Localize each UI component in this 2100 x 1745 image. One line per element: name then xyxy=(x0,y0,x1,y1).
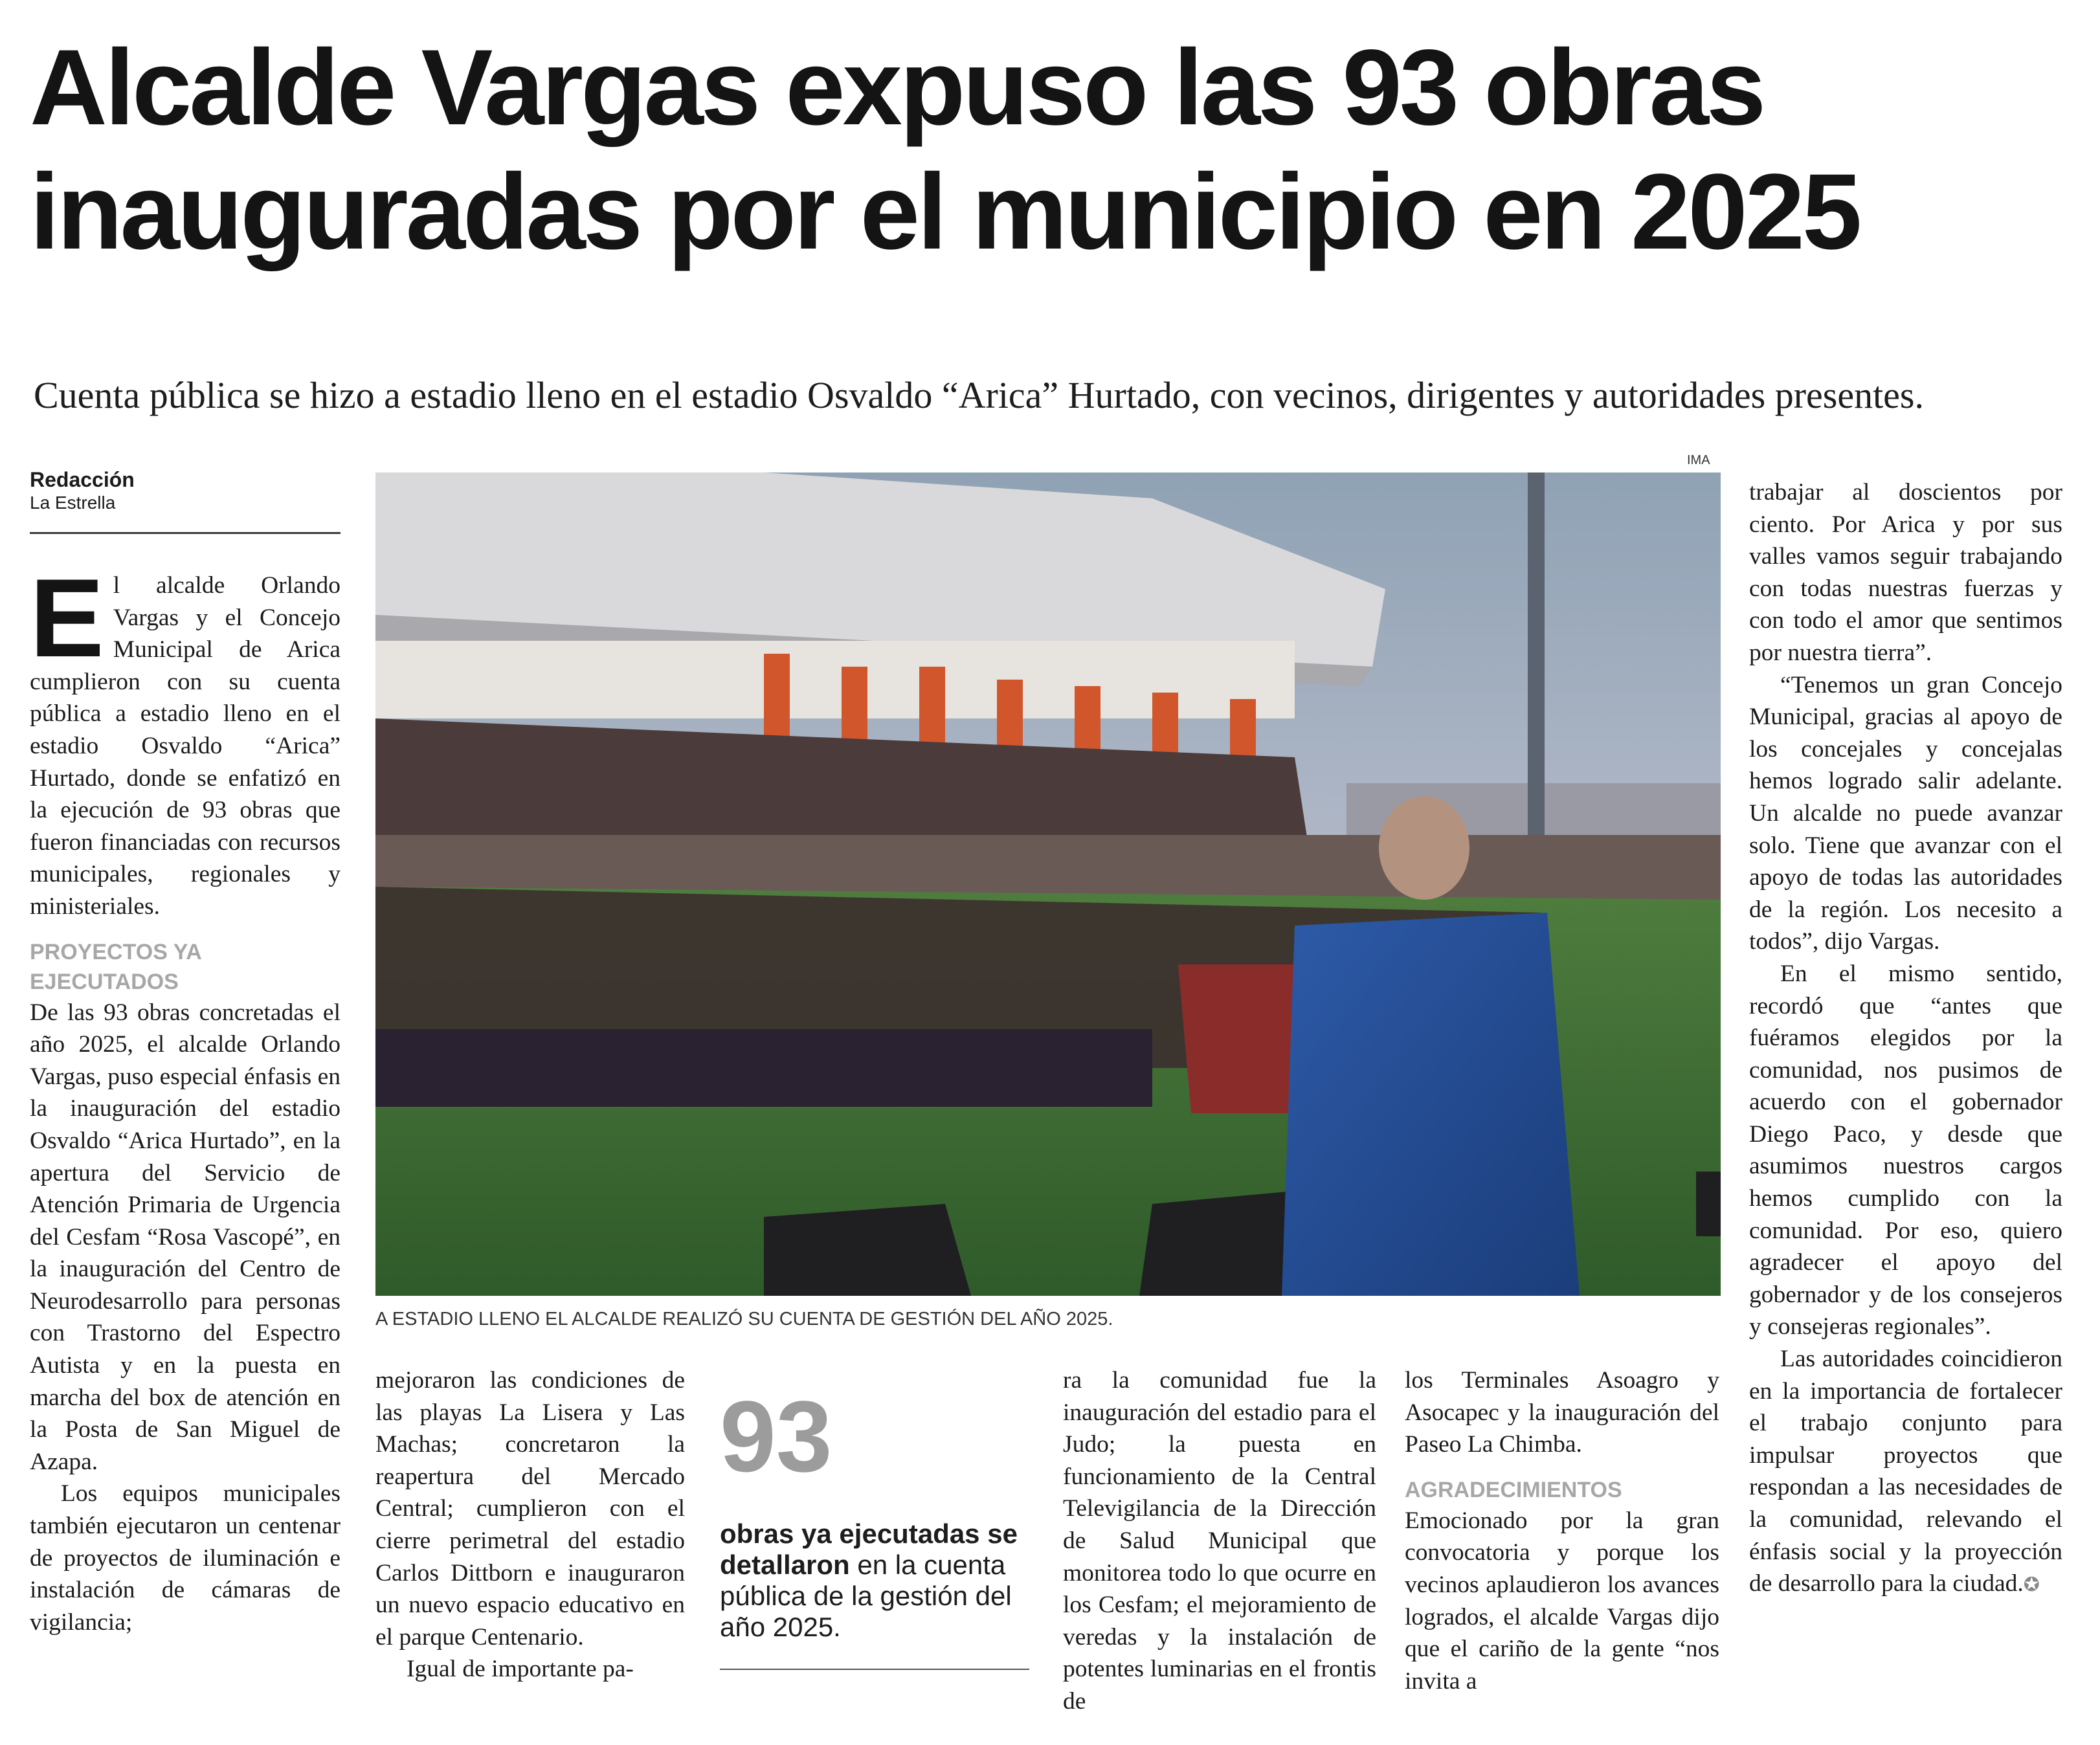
headline-line-2: inauguradas por el municipio en 2025 xyxy=(30,152,1860,272)
photo-caption: A ESTADIO LLENO EL ALCALDE REALIZÓ SU CUENTA DE GESTIÓN DEL AÑO 2025. xyxy=(375,1309,1113,1329)
byline-author: Redacción xyxy=(30,468,135,491)
paragraph-igual: Igual de importante pa- xyxy=(407,1656,634,1683)
column-4 xyxy=(1405,1364,1719,1697)
byline-outlet: La Estrella xyxy=(30,493,116,513)
stadium-photo xyxy=(375,472,1721,1296)
column-5 xyxy=(1749,476,2062,1601)
paragraph-trabajar: trabajar al doscientos por ciento. Por Arica y por sus valles vamos seguir trabajando con todas nuestras fuerzas y con todo el amor que sentimos por nuestra tierra”. xyxy=(1749,479,2062,666)
section-subtitle-agradecimientos: AGRADECIMIENTOS xyxy=(1405,1477,1622,1502)
lead-text: l alcalde Orlando Vargas y el Concejo Municipal de Arica cumplieron con su cuenta pública a estadio lleno en el estadio Osvaldo “Arica” Hurtado, donde se enfatizó en la ejecución de 93 obras que fueron financiadas con recursos municipales, regionales y ministeriales. xyxy=(30,572,341,920)
paragraph-terminales: los Terminales Asoagro y Asocapec y la inauguración del Paseo La Chimba. xyxy=(1405,1367,1719,1458)
factbox-text: en la cuenta pública de la gestión del año 2025. xyxy=(720,1550,1012,1642)
factbox-number: 93 xyxy=(720,1381,832,1493)
paragraph-equipos: Los equipos municipales también ejecutaron un centenar de proyectos de iluminación e instalación de cámaras de vigilancia; xyxy=(30,1480,341,1636)
paragraph-autoridades xyxy=(1749,1343,2062,1601)
paragraph-concejo: “Tenemos un gran Concejo Municipal, gracias al apoyo de los concejales y concejalas hemos logrado salir adelante. Un alcalde no puede avanzar solo. Tiene que avanzar con el apoyo de todas las autoridades de la región. Los necesito a todos”, dijo Vargas. xyxy=(1749,671,2062,955)
paragraph-emocionado: Emocionado por la gran convocatoria y porque los vecinos aplaudieron los avances logrados, el alcalde Vargas dijo que el cariño de la gente “nos invita a xyxy=(1405,1507,1719,1695)
photo-credit: IMA xyxy=(1687,453,1710,467)
stadium-photo-illustration xyxy=(375,472,1721,1296)
paragraph-mismo-sentido: En el mismo sentido, recordó que “antes que fuéramos elegidos por la comunidad, nos pusimos de acuerdo con el gobernador Diego Paco, y desde que asumimos nuestros cargos hemos cumplido con la comunidad. Por eso, quiero agradecer el apoyo del gobernador y de los consejeros y consejeras regionales”. xyxy=(1749,960,2062,1340)
paragraph-autoridades-text: Las autoridades coincidieron en la importancia de fortalecer el trabajo conjunto para impulsar proyectos que respondan a las necesidades de la comunidad, relevando el énfasis social y la proyección de desarrollo para la ciudad. xyxy=(1749,1346,2062,1597)
factbox-rule xyxy=(720,1669,1029,1670)
headline xyxy=(30,26,2082,274)
lead-paragraph xyxy=(30,556,341,923)
paragraph-judo: ra la comunidad fue la inauguración del estadio para el Judo; la puesta en funcionamiento de la Central Televigilancia de la Dirección de Salud Municipal que monitorea todo lo que ocurre en los Cesfam; el mejoramiento de veredas y la instalación de potentes luminarias en el frontis de xyxy=(1063,1367,1376,1715)
end-mark-icon: ✪ xyxy=(2023,1574,2040,1596)
paragraph-mejoraron: mejoraron las condiciones de las playas La Lisera y Las Machas; concretaron la reapertura del Mercado Central; cumplieron con el cierre perimetral del estadio Carlos Dittborn e inauguraron un nuevo espacio educativo en el parque Centenario. xyxy=(375,1367,685,1651)
column-2 xyxy=(375,1364,685,1685)
column-3 xyxy=(1063,1364,1376,1718)
subhead: Cuenta pública se hizo a estadio lleno en el estadio Osvaldo “Arica” Hurtado, con vecinos, dirigentes y autoridades presentes. xyxy=(34,374,1924,416)
factbox-bold-text: obras ya ejecutadas se detallaron xyxy=(720,1518,1018,1580)
drop-cap: E xyxy=(30,556,104,680)
byline xyxy=(30,467,341,514)
paragraph-obras: De las 93 obras concretadas el año 2025, el alcalde Orlando Vargas, puso especial énfasis en la inauguración del estadio Osvaldo “Arica Hurtado”, en la apertura del Servicio de Atención Primaria de Urgencia del Cesfam “Rosa Vascopé”, en la inauguración del Centro de Neurodesarrollo para personas con Trastorno del Espectro Autista y en la puesta en marcha del box de atención en la Posta de San Miguel de Azapa. xyxy=(30,999,341,1475)
section-subtitle-proyectos: PROYECTOS YA EJECUTADOS xyxy=(30,939,201,994)
column-1 xyxy=(30,556,341,1638)
byline-rule xyxy=(30,532,341,534)
factbox xyxy=(720,1518,1029,1643)
headline-line-1: Alcalde Vargas expuso las 93 obras xyxy=(30,28,1764,148)
